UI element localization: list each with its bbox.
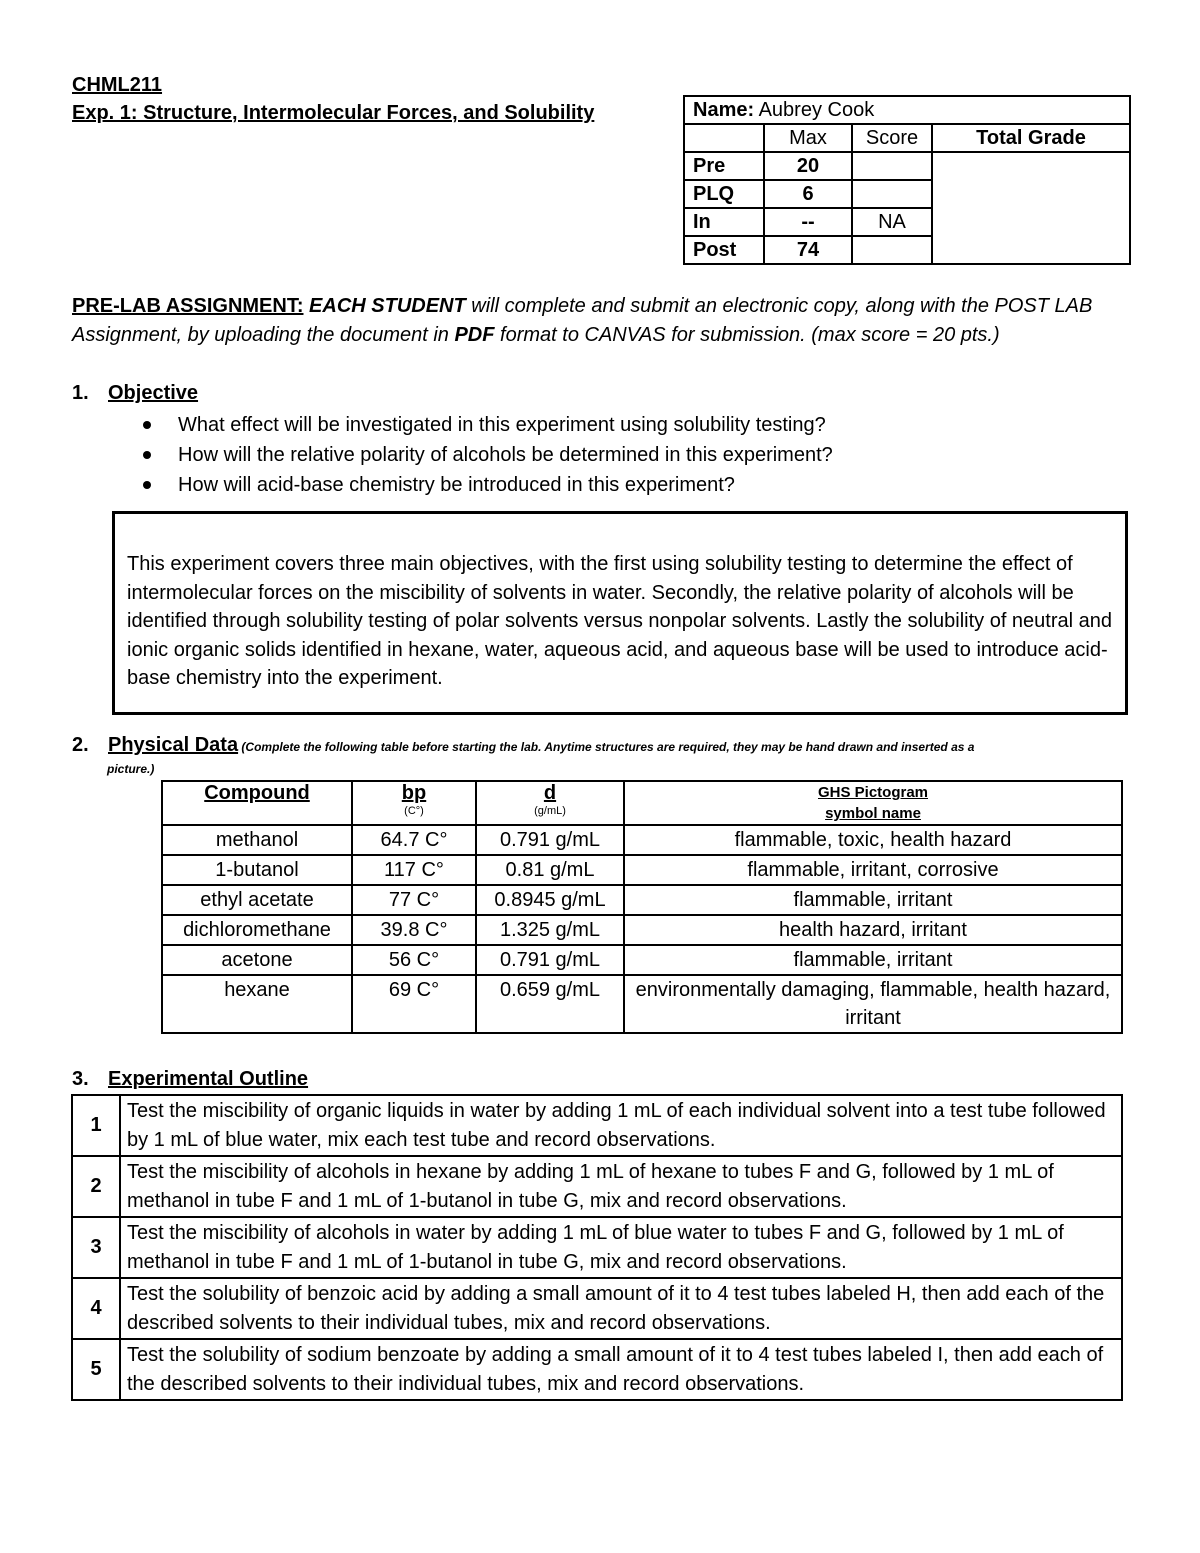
physical-data-note-continued: picture.) [107, 762, 155, 776]
compound-header-label: Compound [204, 782, 310, 804]
compound-cell: hexane [162, 975, 352, 1033]
table-row [72, 1339, 1122, 1400]
step-text[interactable]: Test the miscibility of organic liquids in water by adding 1 mL of each individual solvent into a test tube followed by 1 mL of blue water, mix each test tube and record observations. [120, 1095, 1122, 1156]
bp-cell[interactable]: 77 C° [352, 885, 476, 915]
objective-questions [140, 412, 833, 502]
table-row [72, 1095, 1122, 1156]
ghs-cell[interactable]: flammable, toxic, health hazard [624, 825, 1122, 855]
ghs-header [624, 781, 1122, 825]
bullet-icon [143, 421, 151, 429]
density-unit: (g/mL) [534, 805, 566, 817]
total-grade-cell[interactable] [932, 152, 1130, 264]
physical-data-note: (Complete the following table before starting the lab. Anytime structures are required, they may be hand drawn and inserted as a [238, 740, 975, 754]
section-title: Experimental Outline [108, 1068, 309, 1090]
compound-cell: ethyl acetate [162, 885, 352, 915]
section-title: Objective [108, 382, 199, 404]
list-item [140, 442, 833, 472]
step-number: 3 [72, 1217, 120, 1278]
question-text: How will acid-base chemistry be introduced in this experiment? [178, 474, 735, 496]
objective-answer-box[interactable] [112, 511, 1128, 715]
grade-row-score[interactable]: NA [852, 208, 932, 236]
table-row [162, 915, 1122, 945]
compound-cell: methanol [162, 825, 352, 855]
grade-row-pre [684, 152, 1130, 180]
grade-row-score[interactable] [852, 180, 932, 208]
table-row [162, 975, 1122, 1033]
table-row [162, 885, 1122, 915]
ghs-header-sublabel: symbol name [825, 805, 921, 822]
bp-cell[interactable]: 39.8 C° [352, 915, 476, 945]
prelab-text-2: format to CANVAS for submission. (max score = 20 pts.) [494, 324, 1000, 346]
grade-corner-cell [684, 124, 764, 152]
outline-table [71, 1094, 1123, 1401]
density-header [476, 781, 624, 825]
bp-cell[interactable]: 56 C° [352, 945, 476, 975]
grade-row-label: In [684, 208, 764, 236]
section-number: 1. [72, 382, 89, 404]
grade-row-max: 6 [764, 180, 852, 208]
grade-table [683, 95, 1131, 265]
density-cell[interactable]: 0.791 g/mL [476, 945, 624, 975]
table-header-row [162, 781, 1122, 825]
experiment-title: Exp. 1: Structure, Intermolecular Forces, and Solubility [72, 102, 595, 124]
name-cell [684, 96, 1130, 124]
step-text[interactable]: Test the solubility of sodium benzoate by adding a small amount of it to 4 test tubes labeled I, then add each of the described solvents to their individual tubes, mix and record observations. [120, 1339, 1122, 1400]
col-max-header: Max [764, 124, 852, 152]
prelab-instructions [72, 292, 1142, 350]
compound-header [162, 781, 352, 825]
bp-cell[interactable]: 64.7 C° [352, 825, 476, 855]
table-row [72, 1156, 1122, 1217]
section-title: Physical Data [108, 734, 239, 756]
section-number: 2. [72, 734, 89, 756]
table-row [72, 1278, 1122, 1339]
step-number: 5 [72, 1339, 120, 1400]
grade-row-score[interactable] [852, 152, 932, 180]
ghs-cell[interactable]: flammable, irritant [624, 945, 1122, 975]
outline-section-heading [72, 1068, 308, 1091]
grade-row-max: 20 [764, 152, 852, 180]
table-row [162, 825, 1122, 855]
table-row [162, 945, 1122, 975]
list-item [140, 412, 833, 442]
bp-header-label: bp [401, 782, 427, 804]
step-number: 1 [72, 1095, 120, 1156]
compound-cell: 1-butanol [162, 855, 352, 885]
compound-cell: dichloromethane [162, 915, 352, 945]
physical-data-table [161, 780, 1123, 1034]
grade-row-score[interactable] [852, 236, 932, 264]
course-code: CHML211 [72, 74, 163, 96]
density-header-label: d [543, 782, 557, 804]
physical-data-heading [72, 734, 1132, 757]
grade-row-max: 74 [764, 236, 852, 264]
grade-row-label: Post [684, 236, 764, 264]
ghs-cell[interactable]: environmentally damaging, flammable, health hazard, irritant [624, 975, 1122, 1033]
table-row [72, 1217, 1122, 1278]
table-row [162, 855, 1122, 885]
ghs-header-label: GHS Pictogram [817, 784, 929, 801]
question-text: What effect will be investigated in this experiment using solubility testing? [178, 414, 826, 436]
step-number: 4 [72, 1278, 120, 1339]
prelab-pdf: PDF [454, 324, 495, 346]
bp-cell[interactable]: 69 C° [352, 975, 476, 1033]
density-cell[interactable]: 0.8945 g/mL [476, 885, 624, 915]
step-number: 2 [72, 1156, 120, 1217]
grade-row-label: PLQ [684, 180, 764, 208]
density-cell[interactable]: 0.659 g/mL [476, 975, 624, 1033]
density-cell[interactable]: 1.325 g/mL [476, 915, 624, 945]
bullet-icon [143, 481, 151, 489]
ghs-cell[interactable]: flammable, irritant [624, 885, 1122, 915]
bullet-icon [143, 451, 151, 459]
student-name: Aubrey Cook [758, 99, 875, 121]
grade-row-label: Pre [684, 152, 764, 180]
density-cell[interactable]: 0.81 g/mL [476, 855, 624, 885]
grade-row-max: -- [764, 208, 852, 236]
step-text[interactable]: Test the miscibility of alcohols in hexane by adding 1 mL of hexane to tubes F and G, followed by 1 mL of methanol in tube F and 1 mL of 1-butanol in tube G, mix and record observations. [120, 1156, 1122, 1217]
col-score-header: Score [852, 124, 932, 152]
ghs-cell[interactable]: health hazard, irritant [624, 915, 1122, 945]
list-item [140, 472, 833, 502]
col-total-header: Total Grade [932, 124, 1130, 152]
compound-cell: acetone [162, 945, 352, 975]
ghs-cell[interactable]: flammable, irritant, corrosive [624, 855, 1122, 885]
bp-unit: (C°) [404, 805, 424, 817]
section-number: 3. [72, 1068, 89, 1090]
bp-header [352, 781, 476, 825]
name-label: Name: [693, 99, 755, 121]
prelab-text-1: will complete and submit an electronic copy, along with the POST LAB Assignment, by uploading the document in [72, 295, 1093, 346]
objective-section-heading [72, 382, 198, 405]
objective-answer-text: This experiment covers three main objectives, with the first using solubility testing to determine the effect of intermolecular forces on the miscibility of solvents in water. Secondly, the relative polarity of alcohols will be identified through solubility testing of polar solvents versus nonpolar solvents. Lastly the solubility of neutral and ionic organic solids identified in hexane, water, aqueous acid, and aqueous base will be used to introduce acid-base chemistry into the experiment. [127, 553, 1113, 689]
density-cell[interactable]: 0.791 g/mL [476, 825, 624, 855]
step-text[interactable]: Test the miscibility of alcohols in water by adding 1 mL of blue water to tubes F and G, followed by 1 mL of methanol in tube F and 1 mL of 1-butanol in tube G, mix and record observations. [120, 1217, 1122, 1278]
step-text[interactable]: Test the solubility of benzoic acid by adding a small amount of it to 4 test tubes labeled H, then add each of the described solvents to their individual tubes, mix and record observations. [120, 1278, 1122, 1339]
question-text: How will the relative polarity of alcohols be determined in this experiment? [178, 444, 833, 466]
prelab-each-student: EACH STUDENT [309, 295, 466, 317]
bp-cell[interactable]: 117 C° [352, 855, 476, 885]
prelab-heading: PRE-LAB ASSIGNMENT: [72, 295, 304, 317]
